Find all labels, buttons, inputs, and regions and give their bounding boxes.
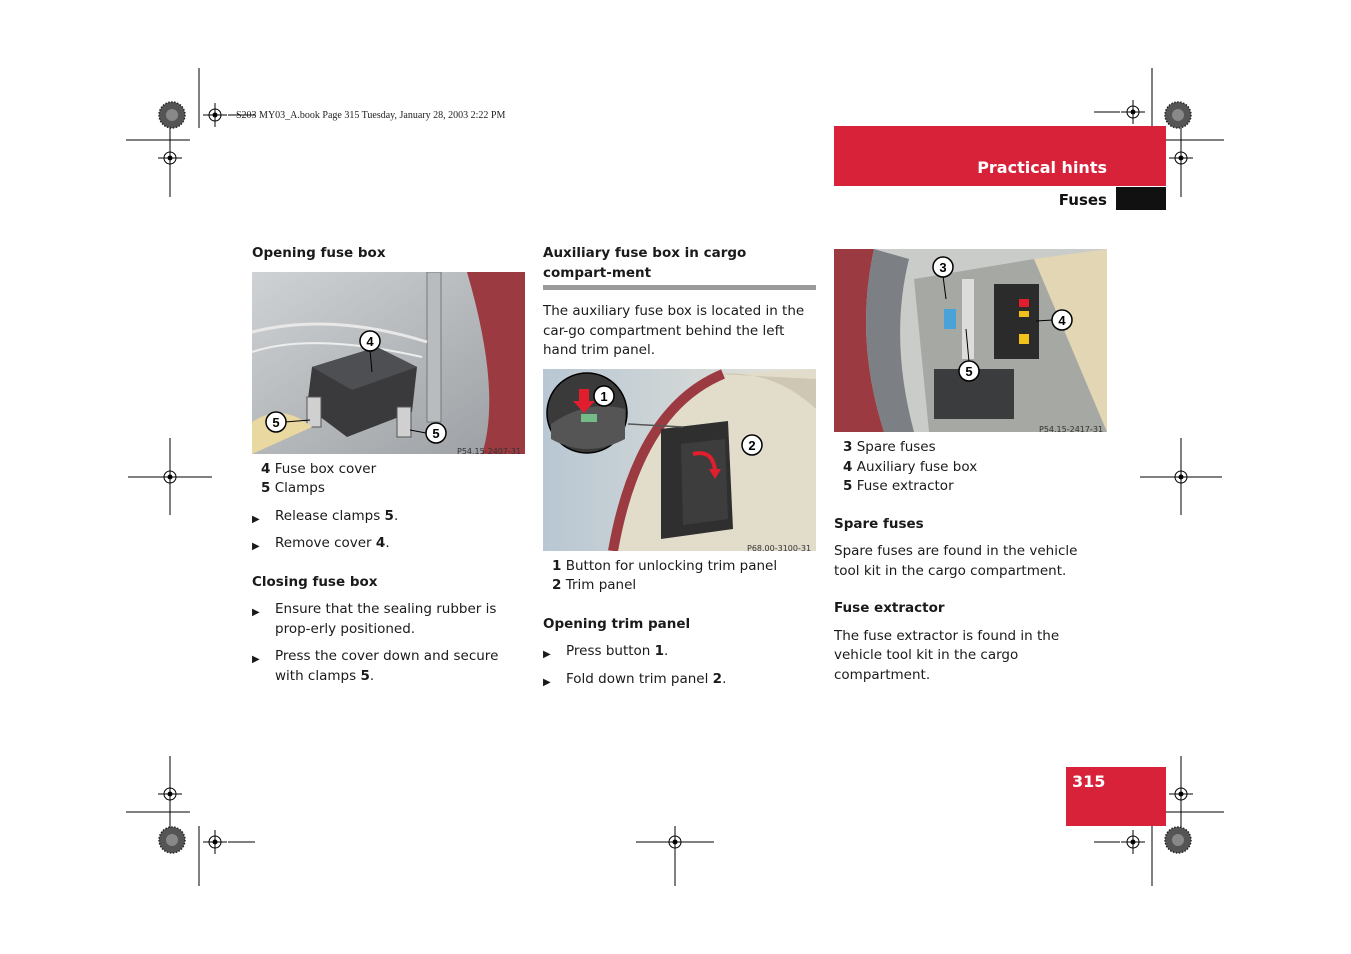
fuse-box-illustration: [252, 272, 525, 454]
fuse-extractor-text: The fuse extractor is found in the vehicle tool kit in the cargo compartment.: [834, 627, 1060, 683]
intro-text: The auxiliary fuse box is located in the car-go compartment behind the left hand trim panel.: [543, 303, 805, 358]
heading-closing-fuse-box: Closing fuse box: [252, 573, 378, 590]
section-title: Practical hints: [977, 158, 1107, 177]
section-tab: [1116, 187, 1166, 210]
svg-text:2: 2: [748, 437, 756, 453]
figure-code: P54.15-2417-31: [1039, 425, 1104, 432]
svg-text:5: 5: [965, 364, 973, 379]
legend-item: 4 Auxiliary fuse box: [843, 458, 978, 475]
print-header: S203 MY03_A.book Page 315 Tuesday, January 28, 2003 2:22 PM: [236, 110, 506, 121]
svg-text:5: 5: [432, 425, 440, 441]
heading-opening-fuse-box: Opening fuse box: [252, 245, 386, 261]
step: ▶ Fold down trim panel 2.: [543, 670, 816, 690]
svg-text:4: 4: [1058, 313, 1066, 328]
page-number: 315: [1072, 772, 1106, 791]
inset-circle: [547, 373, 627, 453]
column-auxiliary-fuse-box: [543, 244, 816, 689]
svg-text:3: 3: [939, 260, 947, 275]
legend: [252, 460, 525, 499]
step: ▶ Remove cover 4.: [252, 534, 525, 554]
figure-trim-panel: [543, 369, 816, 551]
heading-auxiliary-fuse-box: Auxiliary fuse box in cargo compart-ment: [543, 244, 816, 290]
legend-item: 2 Trim panel: [552, 577, 637, 593]
figure-code: P68.00-3100-31: [747, 543, 812, 551]
svg-text:5: 5: [272, 414, 280, 430]
step: ▶ Ensure that the sealing rubber is prop-erly positioned.: [252, 600, 525, 639]
trim-panel-illustration: [543, 369, 816, 551]
column-spare-fuses: [834, 249, 1107, 685]
heading-opening-trim-panel: Opening trim panel: [543, 615, 691, 632]
section-banner: [834, 126, 1166, 186]
legend: [543, 557, 816, 596]
figure-code: P54.15-2407-31: [457, 446, 522, 454]
legend-item: 3 Spare fuses: [843, 439, 936, 455]
heading-fuse-extractor: Fuse extractor: [834, 600, 945, 616]
figure-fuse-box: [252, 272, 525, 454]
aux-fuse-box-illustration: [834, 249, 1107, 432]
legend-item: 1 Button for unlocking trim panel: [552, 557, 778, 574]
heading-spare-fuses: Spare fuses: [834, 515, 924, 532]
callout-2: [742, 435, 762, 455]
legend-item: 5 Fuse extractor: [843, 478, 954, 494]
step: ▶ Release clamps 5.: [252, 507, 525, 527]
subsection-title: Fuses: [1058, 191, 1107, 209]
step: ▶ Press button 1.: [543, 642, 816, 662]
legend-item: 5 Clamps: [261, 480, 325, 496]
callout-1: [594, 386, 614, 406]
legend-item: 4 Fuse box cover: [261, 460, 377, 477]
svg-text:1: 1: [600, 388, 608, 404]
legend: [834, 438, 1107, 497]
figure-aux-fuse-box: [834, 249, 1107, 432]
svg-text:4: 4: [366, 333, 374, 349]
column-opening-fuse-box: [252, 244, 525, 686]
spare-fuses-text: Spare fuses are found in the vehicle tool kit in the cargo compartment.: [834, 543, 1078, 579]
step: ▶ Press the cover down and secure with clamps 5.: [252, 647, 525, 686]
